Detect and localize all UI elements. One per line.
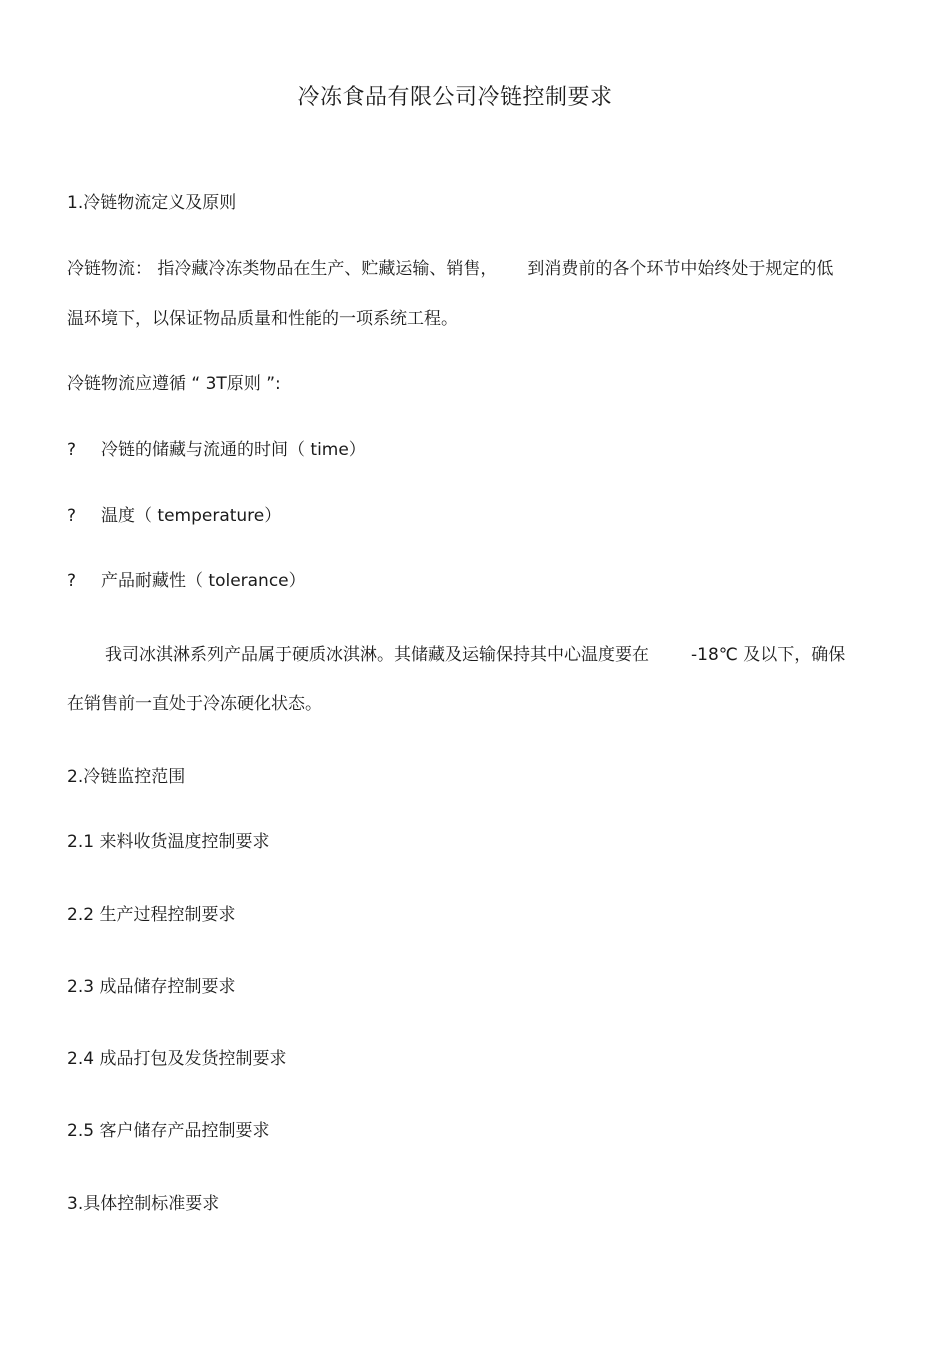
bullet-item — [67, 570, 306, 592]
bullet-mark: ? — [67, 506, 77, 526]
bullet-mark: ? — [67, 571, 77, 591]
company-text-a: 我司冰淇淋系列产品属于硬质冰淇淋。其储藏及运输保持其中心温度要在 — [105, 645, 649, 665]
section-2-heading: 2.冷链监控范围 — [67, 767, 186, 787]
company-paragraph-line-2: 在销售前一直处于冷冻硬化状态。 — [67, 694, 322, 714]
section-2-item: 2.1 来料收货温度控制要求 — [67, 832, 270, 852]
definition-text-a: 冷链物流： 指冷藏冷冻类物品在生产、贮藏运输、销售， — [67, 259, 498, 279]
section-2-item: 2.5 客户储存产品控制要求 — [67, 1121, 270, 1141]
definition-text-b: 到消费前的各个环节中始终处于规定的低 — [527, 259, 834, 279]
bullet-text: 温度（ temperature） — [101, 506, 282, 526]
document-title: 冷冻食品有限公司冷链控制要求 — [297, 85, 613, 110]
company-text-b: -18℃ 及以下，确保 — [691, 645, 846, 665]
section-3-heading: 3.具体控制标准要求 — [67, 1194, 220, 1214]
section-1-heading: 1.冷链物流定义及原则 — [67, 193, 237, 213]
section-2-item: 2.2 生产过程控制要求 — [67, 905, 236, 925]
bullet-text: 冷链的储藏与流通的时间（ time） — [101, 440, 366, 460]
section-2-item: 2.3 成品储存控制要求 — [67, 977, 236, 997]
company-paragraph-line-1 — [105, 644, 845, 666]
definition-paragraph-line-1 — [67, 258, 833, 280]
bullet-mark: ? — [67, 440, 77, 460]
principle-intro: 冷链物流应遵循 “ 3T原则 ”: — [67, 374, 281, 394]
section-2-item: 2.4 成品打包及发货控制要求 — [67, 1049, 287, 1069]
bullet-text: 产品耐藏性（ tolerance） — [101, 571, 306, 591]
bullet-item — [67, 505, 281, 527]
definition-paragraph-line-2: 温环境下，以保证物品质量和性能的一项系统工程。 — [67, 309, 458, 329]
bullet-item — [67, 439, 366, 461]
